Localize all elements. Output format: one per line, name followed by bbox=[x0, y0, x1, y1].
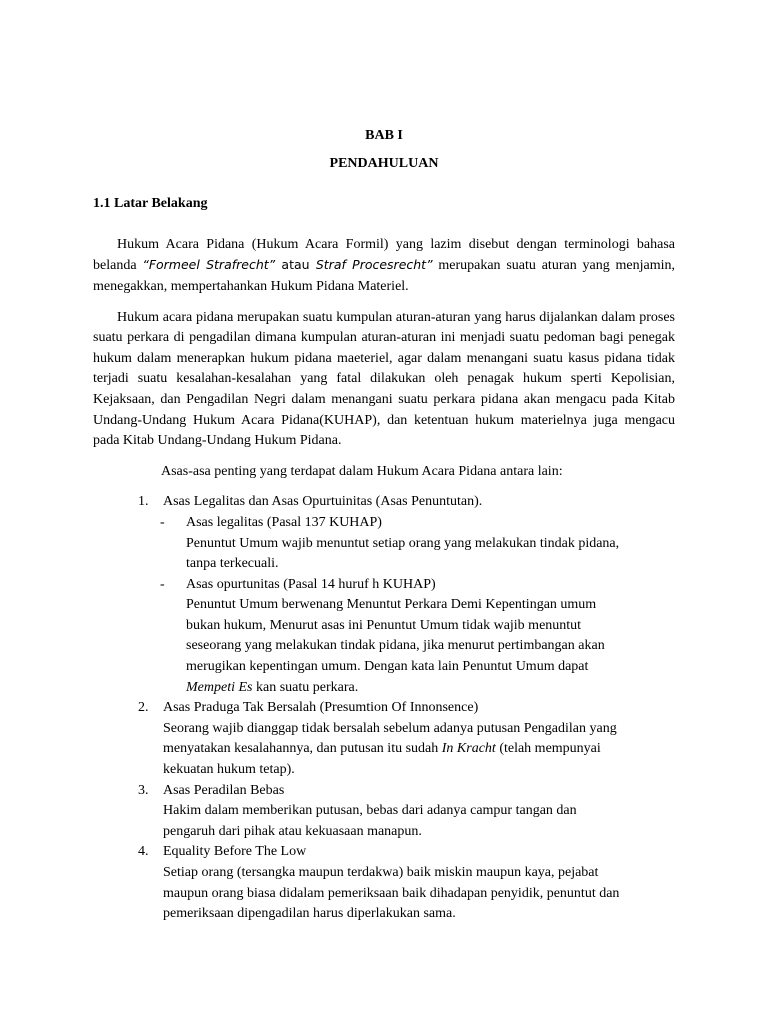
list-item-line: maupun orang biasa didalam pemeriksaan baik dihadapan penyidik, penuntut dan bbox=[163, 885, 620, 901]
list-item-title: Asas Legalitas dan Asas Opurtuinitas (Asas Penuntutan). bbox=[163, 494, 483, 510]
list-item-line: menyatakan kesalahannya, dan putusan itu sudah In Kracht (telah mempunyai bbox=[163, 741, 601, 757]
paragraph-1-text-b: atau bbox=[275, 257, 316, 273]
dash-bullet: - bbox=[160, 576, 165, 592]
list-number: 3. bbox=[138, 782, 149, 798]
page-content bbox=[93, 126, 675, 925]
list-item-title: Equality Before The Low bbox=[163, 844, 307, 860]
section-heading: 1.1 Latar Belakang bbox=[93, 196, 208, 212]
list-number: 2. bbox=[138, 700, 149, 716]
list-item-line: pengaruh dari pihak atau kekuasaan manapun. bbox=[163, 823, 422, 839]
sub-item-line: Mempeti Es kan suatu perkara. bbox=[186, 679, 359, 695]
sub-item-legalitas bbox=[93, 513, 675, 575]
list-item-line: Seorang wajib dianggap tidak bersalah sebelum adanya putusan Pengadilan yang bbox=[163, 720, 617, 736]
list-item-title: Asas Praduga Tak Bersalah (Presumtion Of Innonsence) bbox=[163, 700, 479, 716]
term-formeel-strafrecht: “Formeel Strafrecht” bbox=[142, 257, 276, 273]
paragraph-2: Hukum acara pidana merupakan suatu kumpulan aturan-aturan yang harus dijalankan dalam proses suatu perkara di pengadilan dimana kumpulan aturan-aturan ini menjadi suatu pedoman bagi penegak hukum dalam menerapkan hukum pidana maeteriel, agar dalam menangani suatu kasus pidana tidak terjadi suatu kesalahan-kesalahan yang fatal dilakukan oleh penagak hukum sperti Kepolisian, Kejaksaan, dan Pengadilan Negri dalam menangani suatu perkara pidana akan mengacu pada Kitab Undang-Undang Hukum Acara Pidana(KUHAP), dan ketentuan hukum materielnya juga mengacu pada Kitab Undang-Undang Hukum Pidana. bbox=[93, 309, 675, 449]
list-item-line: pemeriksaan dipengadilan harus diperlakukan sama. bbox=[163, 906, 456, 922]
sub-item-line: Penuntut Umum berwenang Menuntut Perkara Demi Kepentingan umum bbox=[186, 597, 597, 613]
sub-item-title: Asas legalitas (Pasal 137 KUHAP) bbox=[186, 514, 382, 530]
list-number: 1. bbox=[138, 494, 149, 510]
italic-term: In Kracht bbox=[441, 741, 496, 757]
list-item-line: Setiap orang (tersangka maupun terdakwa) baik miskin maupun kaya, pejabat bbox=[163, 865, 599, 880]
italic-term: Mempeti Es bbox=[186, 679, 253, 695]
term-straf-procesrecht: Straf Procesrecht” bbox=[315, 257, 433, 273]
sub-item-line: Penuntut Umum wajib menuntut setiap orang yang melakukan tindak pidana, bbox=[186, 535, 620, 551]
chapter-number: BAB I bbox=[365, 128, 403, 143]
list-item-4 bbox=[93, 842, 675, 924]
paragraph-1-text-c: merupakan suatu aturan yang menjamin, menegakkan, mempertahankan Hukum Pidana Materiel. bbox=[93, 258, 675, 294]
sub-item-opurtunitas bbox=[93, 575, 675, 699]
list-intro: Asas-asa penting yang terdapat dalam Hukum Acara Pidana antara lain: bbox=[161, 463, 563, 479]
sub-item-line: bukan hukum, Menurut asas ini Penuntut Umum tidak wajib menuntut bbox=[186, 617, 582, 633]
chapter-title: PENDAHULUAN bbox=[329, 155, 439, 171]
list-item-2 bbox=[93, 698, 675, 780]
list-item-3 bbox=[93, 781, 675, 843]
list-item-1 bbox=[93, 492, 675, 513]
dash-bullet: - bbox=[160, 514, 165, 530]
list-item-line: kekuatan hukum tetap). bbox=[163, 762, 295, 778]
sub-item-title: Asas opurtunitas (Pasal 14 huruf h KUHAP) bbox=[186, 576, 436, 592]
sub-item-line: tanpa terkecuali. bbox=[186, 556, 279, 572]
list-number: 4. bbox=[138, 844, 149, 860]
sub-item-line: merugikan kepentingan umum. Dengan kata lain Penuntut Umum dapat bbox=[186, 659, 589, 675]
list-item-title: Asas Peradilan Bebas bbox=[163, 782, 285, 798]
sub-item-line: seseorang yang melakukan tindak pidana, jika menurut pertimbangan akan bbox=[186, 638, 605, 654]
paragraph-1 bbox=[93, 235, 675, 298]
paragraph-1-text-a: Hukum Acara Pidana (Hukum Acara Formil) yang lazim disebut dengan terminologi bahasa belanda bbox=[93, 236, 675, 274]
list-item-line: Hakim dalam memberikan putusan, bebas dari adanya campur tangan dan bbox=[163, 803, 577, 819]
principles-list bbox=[93, 492, 675, 924]
